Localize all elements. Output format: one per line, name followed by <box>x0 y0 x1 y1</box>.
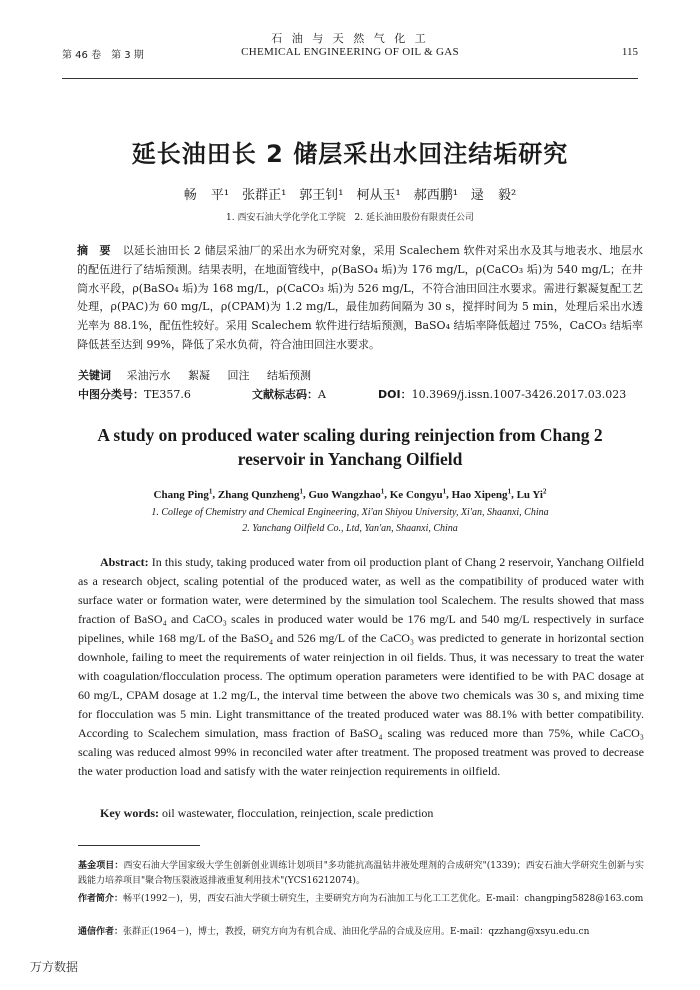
author-en: Chang Ping$^1$ <box>153 487 213 501</box>
footnote-corresponding: 通信作者：张群正(1964－)，博士，教授，研究方向为有机合成、油田化学品的合成及应用。E-mail：qzzhang@xsyu.edu.cn <box>78 927 590 937</box>
author-en: Ke Congyu$^1$ <box>389 487 447 501</box>
abstract-cn-text: 以延长油田长 2 储层采油厂的采出水为研究对象，采用 Scalechem 软件对采出水及其与地表水、地层水的配伍进行了结垢预测。结果表明，在地面管线中，ρ(BaSO₄ 垢)为 176 mg/L，ρ(CaCO₃ 垢)为 540 mg/L；在井筒水平段，ρ(BaSO₄ 垢)为 168 mg/L，ρ(CaCO₃ 垢)为 526 mg/L，不符合油田回注水要求。需进行絮凝复配工艺处理，ρ(PAC)为 60 mg/L，ρ(CPAM)为 1.2 mg/L，最佳加药间隔为 30 s，搅拌时间为 5 min，处理后采出水透光率为 88.1%，配伍性较好。采用 Scalechem 软件进行结垢预测，BaSO₄ 结垢率降低超过 75%，CaCO₃ 结垢率降低甚至达到 99%，降低了采水负荷，符合油田回注水要求。 <box>77 244 643 351</box>
keywords-en <box>100 806 433 821</box>
keyword-cn: 絮凝 <box>188 369 210 382</box>
affiliation-en-1: 1. College of Chemistry and Chemical Engineering, Xi'an Shiyou University, Xi'an, Shaanxi, China <box>151 507 549 518</box>
keywords-en-text: oil wastewater, flocculation, reinjection, scale prediction <box>162 806 434 820</box>
header-divider <box>62 78 638 79</box>
volume-issue: 第 46 卷 第 3 期 <box>62 50 144 61</box>
authors-cn: 畅 平¹ 张群正¹ 郭王钊¹ 柯从玉¹ 郝西鹏¹ 逯 毅² <box>183 188 517 203</box>
keywords-en-label: Key words: <box>100 806 159 820</box>
journal-name-en: CHEMICAL ENGINEERING OF OIL & GAS <box>241 46 459 58</box>
abstract-en <box>78 553 644 781</box>
document-code: 文献标志码：A <box>252 388 326 401</box>
journal-name-cn: 石 油 与 天 然 气 化 工 <box>271 32 429 45</box>
page-header <box>62 30 638 80</box>
article-title-en: A study on produced water scaling during reinjection from Chang 2 reservoir in Yanchang Oilfield <box>97 425 603 469</box>
author-en: Hao Xipeng$^1$ <box>451 487 512 501</box>
keyword-cn: 结垢预测 <box>267 369 311 382</box>
footnote-fund: 基金项目：西安石油大学国家级大学生创新创业训练计划项目"多功能抗高温钻井液处理剂的合成研究"(1339)；西安石油大学研究生创新与实践能力培养项目"聚合物压裂液返排液重复利用技术"(YCS16212074)。 <box>78 861 644 886</box>
footnote-author: 作者简介：畅平(1992－)，男，西安石油大学硕士研究生，主要研究方向为石油加工与化工工艺优化。E-mail：changping5828@163.com <box>78 894 644 904</box>
article-title-cn: 延长油田长 2 储层采出水回注结垢研究 <box>131 140 569 168</box>
affiliation-en-2: 2. Yanchang Oilfield Co., Ltd, Yan'an, Shaanxi, China <box>242 523 458 534</box>
abstract-cn <box>77 242 643 355</box>
keywords-cn <box>78 367 644 383</box>
clc-number: 中图分类号：TE357.6 <box>78 388 191 401</box>
wanfang-watermark: 万方数据 <box>30 960 79 974</box>
author-en: Zhang Qunzheng$^1$ <box>217 487 303 501</box>
page-number: 115 <box>621 46 638 58</box>
abstract-cn-label: 摘 要 <box>77 244 111 257</box>
keywords-cn-label: 关键词 <box>78 369 111 382</box>
author-en: Guo Wangzhao$^1$ <box>308 487 385 501</box>
author-en: Lu Yi$^2$ <box>516 487 547 501</box>
footnote-divider <box>78 845 200 846</box>
keyword-cn: 回注 <box>227 369 250 382</box>
abstract-en-label: Abstract: <box>100 555 149 569</box>
affiliation-cn: 1. 西安石油大学化学化工学院 2. 延长油田股份有限责任公司 <box>226 213 474 223</box>
affiliation-en <box>0 505 700 537</box>
authors-en: Chang Ping$^1$, Zhang Qunzheng$^1$, Guo Wangzhao$^1$, Ke Congyu$^1$, Hao Xipeng$^1$, Lu Yi$^2$ <box>153 487 547 501</box>
keyword-cn: 采油污水 <box>126 369 171 382</box>
abstract-en-text: In this study, taking produced water from oil production plant of Chang 2 reservoir, Yanchang Oilfield as a research object, scaling potential of the produced water, as well as the compatibility of produced water with surface water or formation water, were determined by the simulation tool Scalechem. The results showed that mass fraction of BaSO₄ and CaCO₃ scales in produced water would be 176 mg/L and 540 mg/L respectively in surface pipelines, while 168 mg/L of the BaSO₄ and 526 mg/L of the CaCO₃ was predicted to generate in horizontal section downhole, failing to meet the requirements of water reinjection in oil fields. Thus, it was necessary to treat the water with coagulation/flocculation process. The optimum operation parameters were identified to be with PAC dosage at 60 mg/L, CPAM dosage at 1.2 mg/L, the interval time between the above two chemicals was 30 s, and mixing time for flocculation was 5 min. Light transmittance of the treated produced water was 88.1% with better compatibility. According to Scalechem simulation, mass fraction of BaSO₄ scaling was reduced more than 75%, while CaCO₃ scaling was reduced almost 99% in reconciled water after treatment. The proposed treatment was proved to decrease the water production load and satisfy with the water reinjection requirements in oilfield. <box>78 555 645 778</box>
doi[interactable]: DOI：10.3969/j.issn.1007-3426.2017.03.023 <box>378 388 627 401</box>
